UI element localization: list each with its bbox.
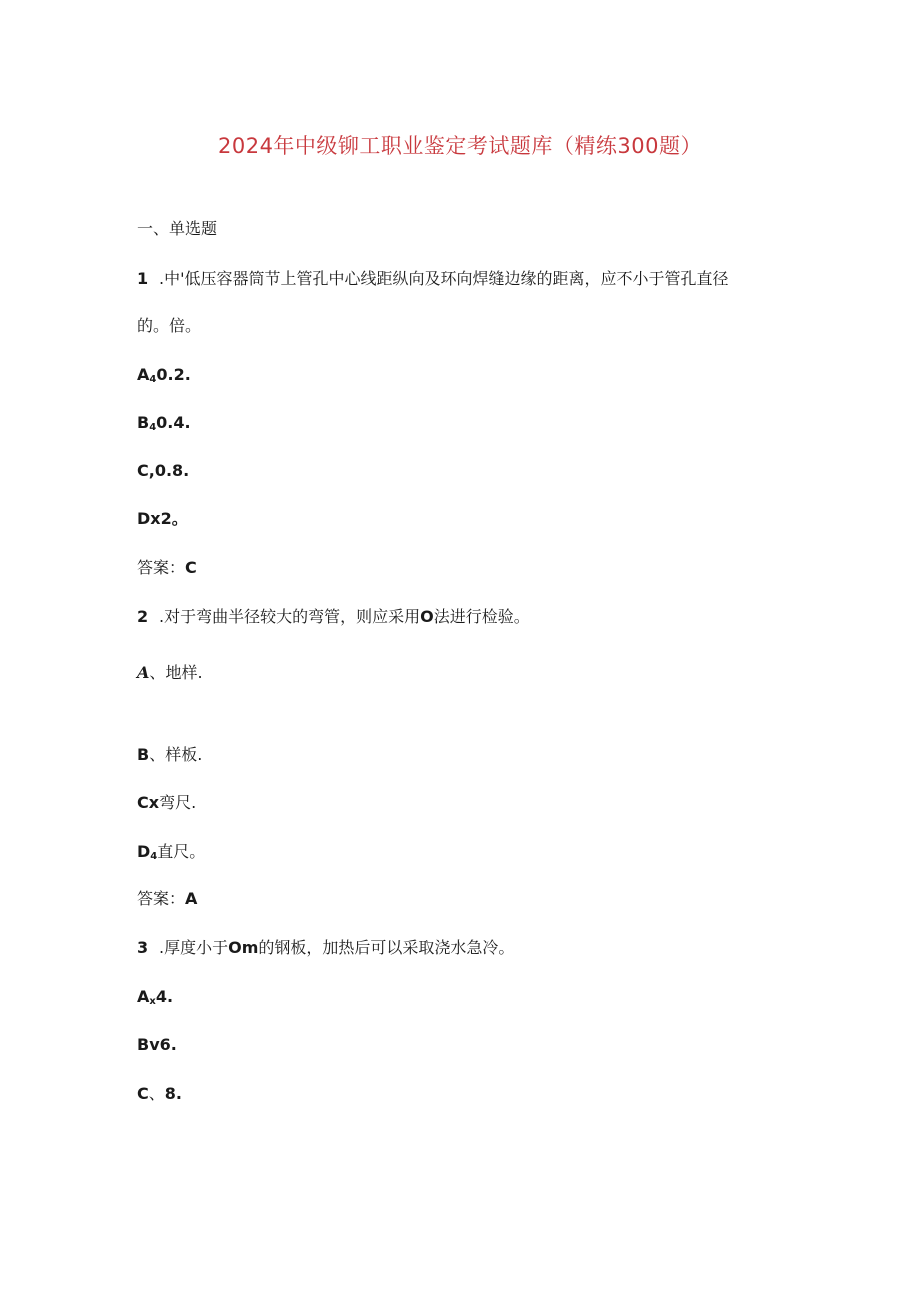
option-b: B、样板. (137, 745, 203, 764)
option-a: A40.2. (137, 365, 191, 385)
section-heading: 一、单选题 (137, 219, 218, 238)
question-3-text: 3 .厚度小于Om的钢板，加热后可以采取浇水急冷。 (137, 938, 515, 957)
option-d: D4直尺。 (137, 842, 206, 862)
option-c: C、8. (137, 1084, 182, 1103)
option-a: Ax4. (137, 987, 174, 1007)
document-title: 2024年中级铆工职业鉴定考试题库（精练300题） (217, 134, 703, 158)
question-2-text: 2 .对于弯曲半径较大的弯管，则应采用O法进行检验。 (137, 607, 530, 626)
question-number: 2 (137, 607, 149, 626)
answer-1: 答案：C (137, 558, 197, 577)
answer-2: 答案：A (137, 889, 198, 908)
question-number: 3 (137, 938, 149, 957)
question-number: 1 (137, 269, 149, 288)
option-d: Dx2。 (137, 509, 188, 528)
question-1-text-cont: 的。倍。 (137, 316, 202, 335)
option-b: Bv6. (137, 1035, 177, 1054)
option-b: B40.4. (137, 413, 191, 433)
option-c: C,0.8. (137, 461, 190, 480)
option-a: A、地样. (137, 663, 203, 682)
question-1-text (137, 268, 729, 290)
question-text: .中'低压容器筒节上管孔中心线距纵向及环向焊缝边缘的距离，应不小于管孔直径 (159, 269, 729, 288)
option-c: Cx弯尺. (137, 793, 197, 812)
